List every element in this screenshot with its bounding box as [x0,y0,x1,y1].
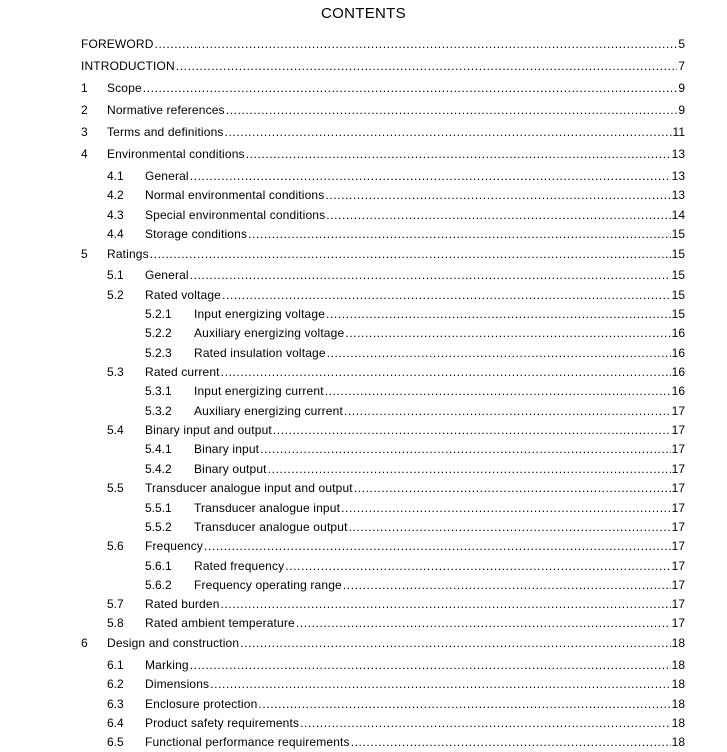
toc-dot-leader [296,615,671,631]
toc-page-number: 15 [671,227,685,241]
toc-section-title: General [145,268,189,282]
toc-section-title: Transducer analogue input [194,501,341,515]
toc-section-number: 5.8 [107,616,124,630]
toc-section-title: FOREWORD [81,37,154,51]
toc-section-number: 5.3.2 [145,404,172,418]
toc-section-number: 6.4 [107,716,124,730]
toc-section-number: 4.4 [107,227,124,241]
toc-section-title: Frequency [145,539,204,553]
toc-section-number: 2 [81,103,88,117]
toc-entry[interactable] [107,538,685,554]
toc-section-title: INTRODUCTION [81,59,175,73]
toc-page-number: 17 [671,423,685,437]
toc-dot-leader [285,558,670,574]
toc-section-title: Rated current [145,365,220,379]
toc-dot-leader [248,226,671,242]
toc-page-number: 16 [671,326,685,340]
toc-dot-leader [222,287,671,303]
toc-dot-leader [343,577,671,593]
toc-entry[interactable] [107,596,685,612]
toc-section-number: 6.3 [107,697,124,711]
toc-page-number: 17 [671,578,685,592]
toc-section-number: 6 [81,636,88,650]
toc-dot-leader [351,734,671,750]
toc-entry[interactable] [107,207,685,223]
toc-section-title: Rated burden [145,597,220,611]
toc-entry[interactable] [81,146,685,162]
toc-page-number: 15 [671,307,685,321]
toc-section-title: Environmental conditions [107,147,245,161]
toc-entry[interactable] [145,383,685,399]
toc-dot-leader [268,461,671,477]
toc-page-number: 13 [671,188,685,202]
toc-section-title: General [145,169,189,183]
page-title: CONTENTS [321,5,406,22]
toc-dot-leader [190,168,671,184]
toc-entry[interactable] [81,36,685,52]
toc-section-number: 5.2.1 [145,307,172,321]
toc-entry[interactable] [107,422,685,438]
toc-page-number: 17 [671,481,685,495]
toc-entry[interactable] [145,500,685,516]
toc-section-number: 5.5.2 [145,520,172,534]
toc-section-title: Normal environmental conditions [145,188,325,202]
toc-entry[interactable] [107,715,685,731]
toc-section-number: 5.5 [107,481,124,495]
toc-section-number: 6.5 [107,735,124,749]
toc-entry[interactable] [107,676,685,692]
toc-dot-leader [344,403,671,419]
toc-page-number: 16 [671,365,685,379]
toc-section-title: Auxiliary energizing voltage [194,326,345,340]
toc-section-title: Auxiliary energizing current [194,404,343,418]
toc-entry[interactable] [107,657,685,673]
toc-section-number: 5.4 [107,423,124,437]
toc-entry[interactable] [145,519,685,535]
toc-section-title: Rated voltage [145,288,222,302]
toc-section-number: 6.2 [107,677,124,691]
toc-section-title: Dimensions [145,677,210,691]
toc-section-title: Scope [107,81,142,95]
toc-entry[interactable] [107,480,685,496]
toc-section-number: 4 [81,147,88,161]
toc-page-number: 15 [671,247,685,261]
toc-page-number: 16 [671,346,685,360]
toc-entry[interactable] [81,102,685,118]
toc-entry[interactable] [145,325,685,341]
toc-dot-leader [341,500,671,516]
toc-entry[interactable] [145,306,685,322]
toc-section-title: Binary output [194,462,267,476]
toc-section-title: Rated insulation voltage [194,346,326,360]
toc-section-title: Input energizing current [194,384,324,398]
toc-page-number: 17 [671,539,685,553]
toc-section-title: Normative references [107,103,225,117]
toc-section-title: Product safety requirements [145,716,300,730]
toc-entry[interactable] [145,345,685,361]
toc-section-title: Design and construction [107,636,240,650]
toc-dot-leader [345,325,670,341]
toc-entry[interactable] [81,124,685,140]
toc-entry[interactable] [107,187,685,203]
toc-page-number: 17 [671,404,685,418]
toc-page-number: 18 [671,636,685,650]
toc-entry[interactable] [145,558,685,574]
toc-page-number: 17 [671,616,685,630]
toc-entry[interactable] [107,696,685,712]
toc-section-title: Enclosure protection [145,697,258,711]
toc-page-number: 17 [671,442,685,456]
toc-page-number: 18 [671,735,685,749]
toc-page-number: 17 [671,501,685,515]
toc-page-number: 15 [671,288,685,302]
toc-dot-leader [240,635,670,651]
toc-dot-leader [326,306,671,322]
toc-page-number: 17 [671,559,685,573]
toc-page-number: 18 [671,716,685,730]
toc-section-title: Special environmental conditions [145,208,326,222]
toc-dot-leader [273,422,671,438]
toc-page-number: 13 [671,169,685,183]
toc-dot-leader [204,538,671,554]
toc-section-number: 5.7 [107,597,124,611]
toc-dot-leader [155,36,678,52]
toc-entry[interactable] [107,734,685,750]
toc-section-title: Transducer analogue output [194,520,348,534]
toc-section-title: Storage conditions [145,227,248,241]
toc-section-title: Rated ambient temperature [145,616,295,630]
toc-section-title: Marking [145,658,189,672]
toc-entry[interactable] [81,80,685,96]
toc-section-number: 3 [81,125,88,139]
toc-dot-leader [226,102,678,118]
toc-section-number: 5.6.2 [145,578,172,592]
toc-entry[interactable] [145,461,685,477]
toc-page-number: 16 [671,384,685,398]
toc-dot-leader [150,246,671,262]
toc-section-title: Binary input and output [145,423,272,437]
toc-page-number: 17 [671,520,685,534]
toc-section-number: 5.2.3 [145,346,172,360]
toc-section-number: 6.1 [107,658,124,672]
toc-dot-leader [300,715,671,731]
toc-entry[interactable] [107,267,685,283]
toc-page-number: 7 [678,59,685,73]
toc-entry[interactable] [145,441,685,457]
toc-section-number: 5.1 [107,268,124,282]
toc-section-number: 5.2.2 [145,326,172,340]
toc-page-number: 5 [678,37,685,51]
toc-dot-leader [210,676,670,692]
toc-section-number: 5.5.1 [145,501,172,515]
toc-entry[interactable] [145,577,685,593]
toc-page-number: 13 [671,147,685,161]
toc-page-number: 18 [671,658,685,672]
toc-dot-leader [325,383,671,399]
toc-page-number: 11 [672,125,685,139]
toc-dot-leader [176,58,678,74]
toc-entry[interactable] [107,364,685,380]
toc-page-number: 17 [671,462,685,476]
toc-section-number: 5.4.2 [145,462,172,476]
toc-dot-leader [190,267,671,283]
toc-section-number: 5 [81,247,88,261]
toc-section-title: Input energizing voltage [194,307,326,321]
toc-entry[interactable] [107,226,685,242]
toc-section-title: Functional performance requirements [145,735,350,749]
toc-section-number: 4.1 [107,169,124,183]
toc-page-number: 9 [678,81,685,95]
toc-page-number: 14 [671,208,685,222]
toc-section-number: 1 [81,81,88,95]
toc-section-title: Terms and definitions [107,125,224,139]
toc-section-number: 5.6.1 [145,559,172,573]
toc-dot-leader [221,364,671,380]
toc-dot-leader [221,596,671,612]
toc-section-title: Binary input [194,442,260,456]
toc-section-title: Ratings [107,247,149,261]
toc-dot-leader [225,124,672,140]
toc-dot-leader [258,696,670,712]
toc-dot-leader [326,207,670,223]
toc-entry[interactable] [81,246,685,262]
toc-entry[interactable] [81,635,685,651]
toc-dot-leader [143,80,678,96]
toc-section-number: 5.3 [107,365,124,379]
toc-entry[interactable] [145,403,685,419]
toc-dot-leader [354,480,671,496]
toc-section-title: Transducer analogue input and output [145,481,353,495]
toc-dot-leader [349,519,671,535]
toc-page-number: 15 [671,268,685,282]
toc-page-number: 17 [671,597,685,611]
toc-dot-leader [190,657,671,673]
toc-entry[interactable] [107,168,685,184]
toc-section-number: 5.3.1 [145,384,172,398]
toc-entry[interactable] [81,58,685,74]
toc-entry[interactable] [107,287,685,303]
toc-page-number: 9 [678,103,685,117]
toc-dot-leader [327,345,671,361]
toc-page-number: 18 [671,697,685,711]
toc-section-number: 5.4.1 [145,442,172,456]
toc-dot-leader [260,441,670,457]
toc-dot-leader [246,146,671,162]
toc-entry[interactable] [107,615,685,631]
toc-dot-leader [325,187,670,203]
toc-section-number: 5.2 [107,288,124,302]
toc-section-title: Rated frequency [194,559,285,573]
toc-section-number: 5.6 [107,539,124,553]
toc-section-number: 4.3 [107,208,124,222]
toc-page-number: 18 [671,677,685,691]
toc-section-number: 4.2 [107,188,124,202]
toc-section-title: Frequency operating range [194,578,342,592]
